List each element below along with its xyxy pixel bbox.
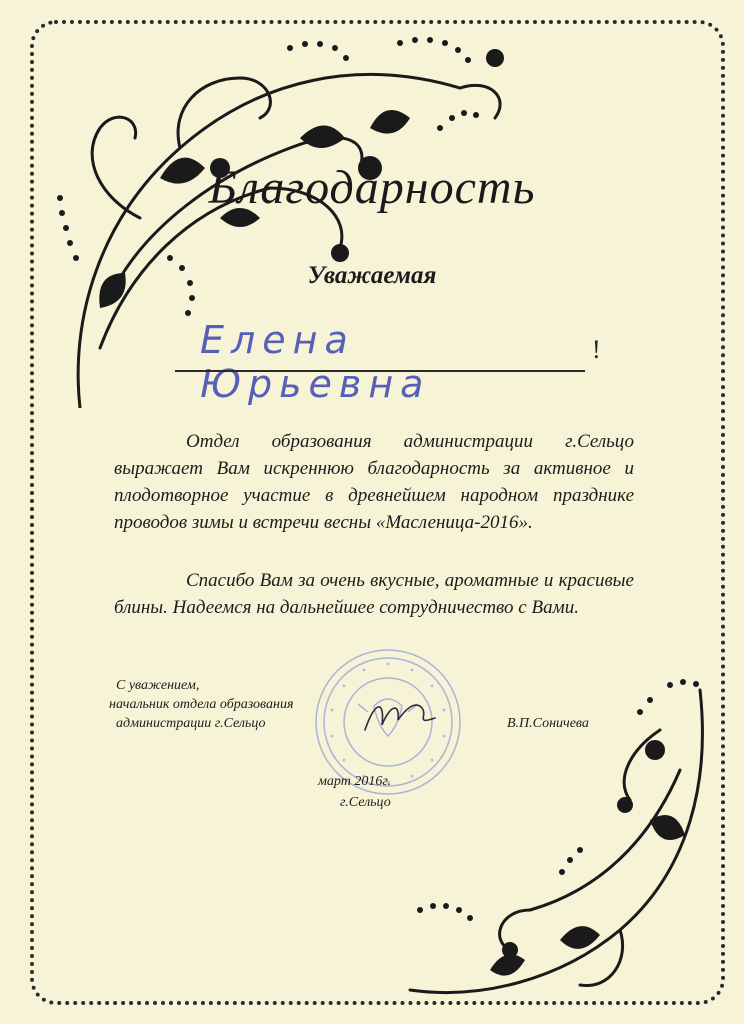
position-line-2: администрации г.Сельцо — [116, 716, 266, 731]
date-block — [318, 771, 391, 813]
body-paragraph-1: Отдел образования администрации г.Сельцо выражает Вам искреннюю благодарность за активное и плодотворное участие в древнейшем народном празднике проводов зимы и встречи весны «Масленица-2016». — [114, 431, 634, 533]
handwritten-signature — [360, 690, 440, 740]
signature-block-left — [109, 676, 294, 733]
position-line-1: начальник отдела образования — [109, 697, 294, 712]
recipient-name-handwritten: Елена Юрьевна — [200, 318, 431, 406]
certificate-title: Благодарность — [208, 161, 536, 214]
signer-name: В.П.Соничева — [507, 716, 589, 731]
name-underline — [175, 370, 585, 372]
exclamation-mark: ! — [592, 335, 601, 364]
issue-date: март 2016г. — [318, 774, 392, 789]
body-paragraph-2: Спасибо Вам за очень вкусные, ароматные и красивые блины. Надеемся на дальнейшее сотрудничество с Вами. — [114, 570, 634, 618]
closing-line: С уважением, — [116, 678, 200, 693]
salutation: Уважаемая — [307, 262, 437, 289]
issue-place: г.Сельцо — [340, 795, 391, 810]
